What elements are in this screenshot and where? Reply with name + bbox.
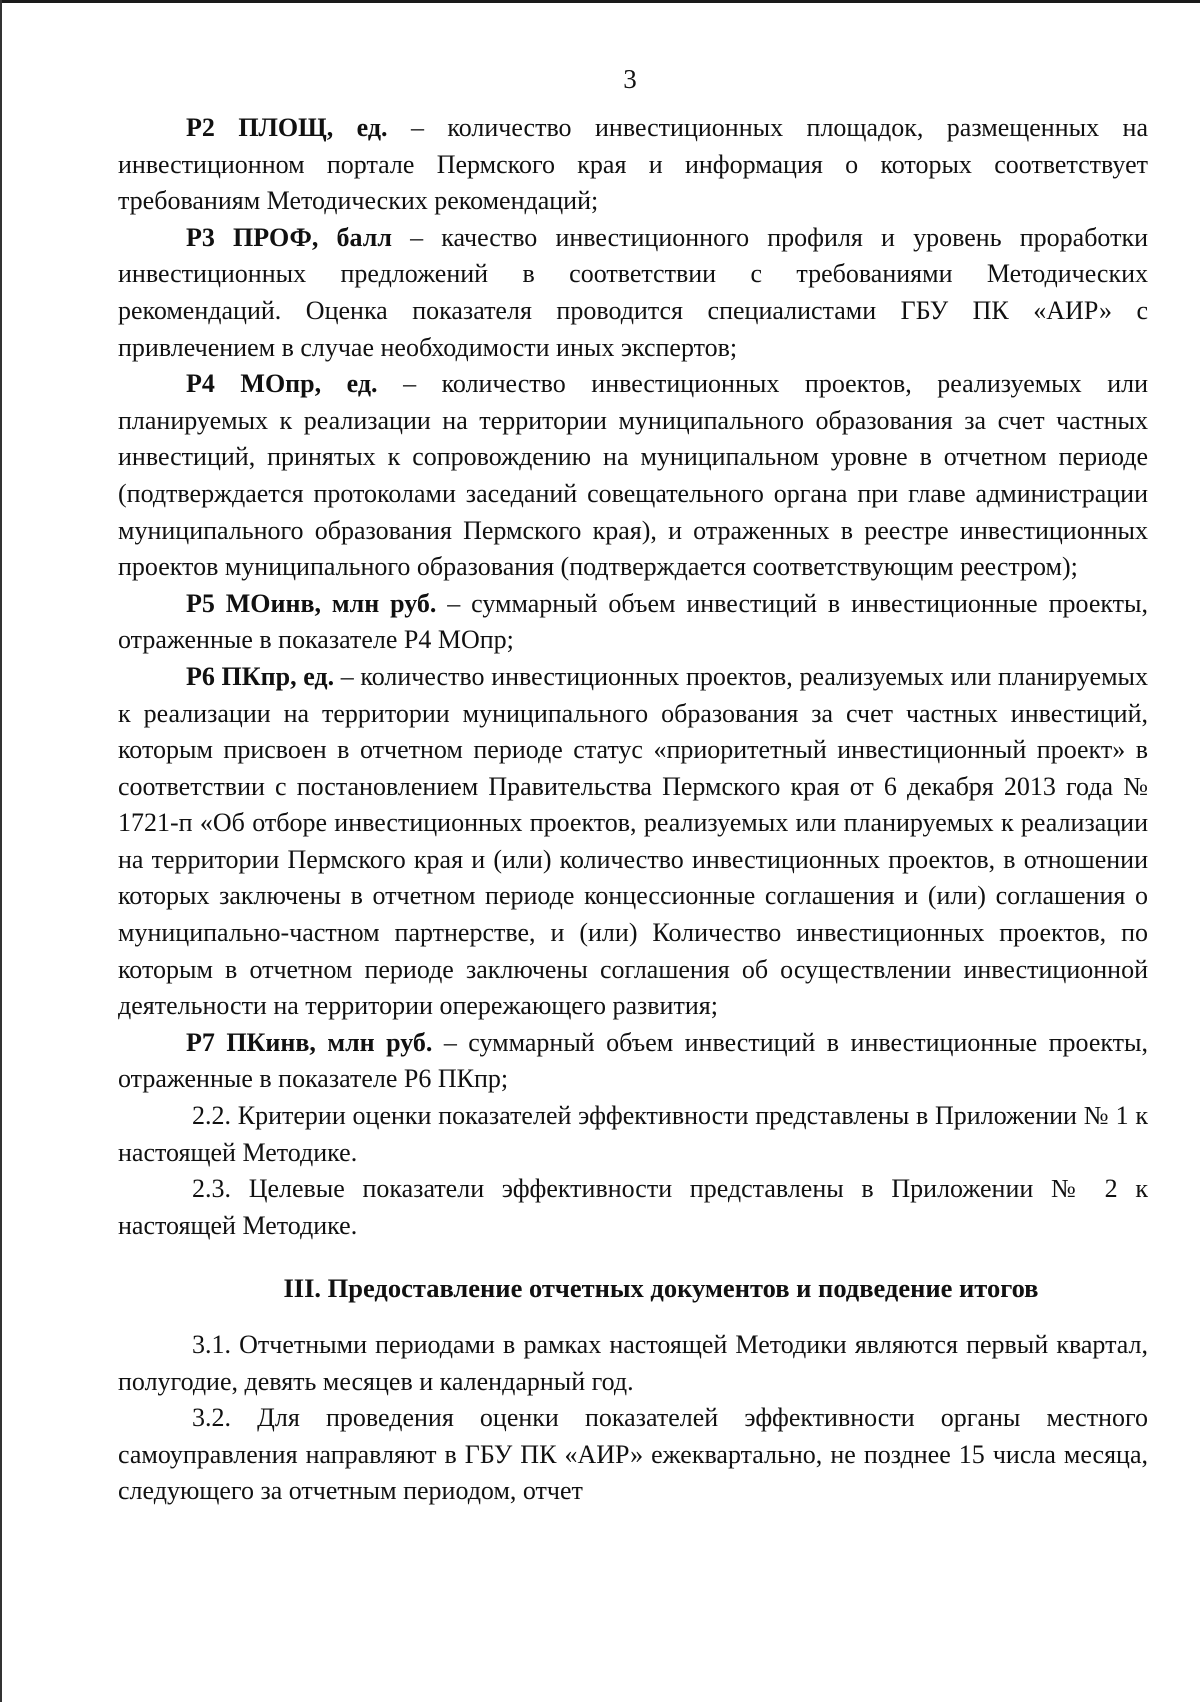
text-r7: – суммарный объем инвестиций в инвестиционные проекты, отраженные в показателе Р6 ПКпр; [118, 1027, 1148, 1094]
term-r7: Р7 ПКинв, млн руб. [186, 1027, 433, 1057]
paragraph-r6 [118, 659, 1148, 1025]
paragraph-r4 [118, 366, 1148, 586]
page-number: 3 [623, 64, 637, 94]
text-r4: – количество инвестиционных проектов, реализуемых или планируемых к реализации на территории муниципального образования за счет частных инвестиций, принятых к сопровождению на муниципальном уровне в отчетном периоде (подтверждается протоколами заседаний совещательного органа при главе администрации муниципального образования Пермского края), и отраженных в реестре инвестиционных проектов муниципального образования (подтверждается соответствующим реестром); [118, 369, 1148, 582]
clause-3-1: 3.1. Отчетными периодами в рамках настоящей Методики являются первый квартал, полугодие, девять месяцев и календарный год. [118, 1330, 1148, 1396]
clause-2-3: 2.3. Целевые показатели эффективности представлены в Приложении № 2 к настоящей Методике. [118, 1174, 1148, 1240]
scan-edge-top [0, 0, 1200, 3]
scan-edge-left [0, 0, 2, 1702]
term-r3: Р3 ПРОФ, балл [186, 222, 392, 252]
paragraph-r2 [118, 110, 1148, 220]
paragraph-r3 [118, 220, 1148, 366]
text-r2: – количество инвестиционных площадок, размещенных на инвестиционном портале Пермского края и информация о которых соответствует требованиям Методических рекомендаций; [118, 113, 1148, 216]
document-body [118, 110, 1148, 1510]
term-r2: Р2 ПЛОЩ, ед. [186, 113, 388, 142]
paragraph-r7 [118, 1025, 1148, 1098]
term-r5: Р5 МОинв, млн руб. [186, 588, 437, 618]
text-r3: – качество инвестиционного профиля и уровень проработки инвестиционных предложений в соответствии с требованиями Методических рекомендаций. Оценка показателя проводится специалистами ГБУ ПК «АИР» с привлечением в случае необходимости иных экспертов; [118, 222, 1148, 362]
term-r6: Р6 ПКпр, ед. [186, 661, 335, 691]
text-r5: – суммарный объем инвестиций в инвестиционные проекты, отраженные в показателе Р4 МОпр; [118, 588, 1148, 655]
paragraph-r5 [118, 586, 1148, 659]
clause-2-2: 2.2. Критерии оценки показателей эффективности представлены в Приложении № 1 к настоящей Методике. [118, 1101, 1148, 1167]
text-r6: – количество инвестиционных проектов, реализуемых или планируемых к реализации на территории муниципального образования за счет частных инвестиций, которым присвоен в отчетном периоде статус «приоритетный инвестиционный проект» в соответствии с постановлением Правительства Пермского края от 6 декабря 2013 года № 1721-п «Об отборе инвестиционных проектов, реализуемых или планируемых к реализации на территории Пермского края и (или) количество инвестиционных проектов, в отношении которых заключены в отчетном периоде концессионные соглашения и (или) соглашения о муниципально-частном партнерстве, и (или) Количество инвестиционных проектов, по которым в отчетном периоде заключены соглашения об осуществлении инвестиционной деятельности на территории опережающего развития; [118, 661, 1148, 1021]
term-r4: Р4 МОпр, ед. [186, 369, 378, 399]
clause-3-2: 3.2. Для проведения оценки показателей эффективности органы местного самоуправления направляют в ГБУ ПК «АИР» ежеквартально, не позднее 15 числа месяца, следующего за отчетным периодом, отчет [118, 1403, 1148, 1506]
section-heading: III. Предоставление отчетных документов и подведение итогов [283, 1273, 1039, 1304]
